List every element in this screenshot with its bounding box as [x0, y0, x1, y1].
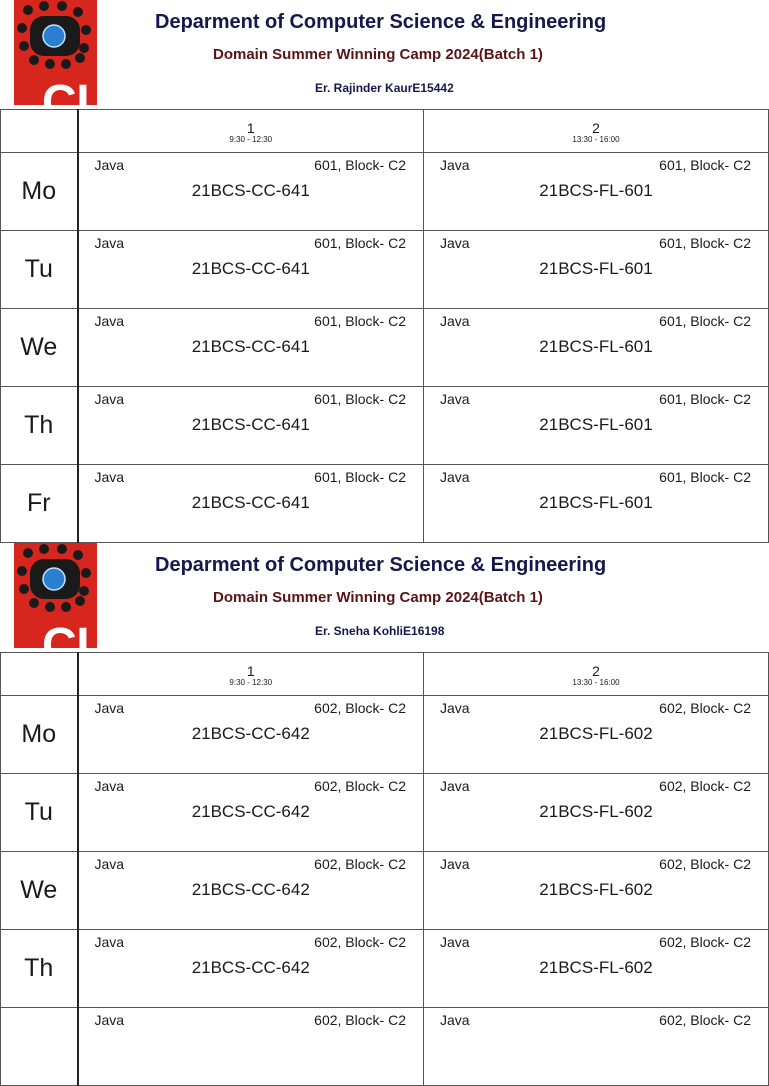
room: 601, Block- C2	[314, 313, 406, 329]
day-row	[1, 930, 769, 1008]
slot-time: 9:30 - 12:30	[229, 678, 273, 687]
teacher-name: Er. Rajinder KaurE15442	[315, 81, 454, 95]
group: 21BCS-FL-601	[539, 493, 653, 512]
lesson-cell	[424, 774, 769, 852]
group: 21BCS-CC-642	[191, 724, 310, 743]
lesson-cell	[424, 387, 769, 465]
day-label	[1, 1008, 78, 1086]
group: 21BCS-CC-642	[191, 880, 310, 899]
room: 602, Block- C2	[314, 1012, 406, 1028]
room: 601, Block- C2	[314, 157, 406, 173]
room: 602, Block- C2	[314, 856, 406, 872]
day-row	[1, 387, 769, 465]
slot-header	[78, 653, 424, 696]
corner-cell	[1, 653, 78, 696]
subject: Java	[94, 391, 125, 407]
timetable	[0, 652, 769, 1086]
lesson-cell	[78, 465, 424, 543]
slot-time: 9:30 - 12:30	[229, 135, 273, 144]
timetable-page-1	[0, 0, 768, 543]
subject: Java	[94, 700, 125, 716]
lesson-cell	[424, 930, 769, 1008]
group: 21BCS-CC-642	[191, 958, 310, 977]
group: 21BCS-FL-601	[539, 415, 653, 434]
slot-time: 13:30 - 16:00	[572, 678, 620, 687]
logo-letters: CU	[42, 619, 112, 672]
room: 601, Block- C2	[314, 391, 406, 407]
subject: Java	[440, 934, 470, 950]
slot-number: 2	[592, 120, 600, 136]
day-row	[1, 309, 769, 387]
group: 21BCS-FL-601	[539, 337, 653, 356]
subject: Java	[440, 856, 470, 872]
university-logo	[14, 0, 112, 129]
lesson-cell	[78, 930, 424, 1008]
day-row	[1, 696, 769, 774]
day-label: We	[1, 852, 78, 930]
room: 602, Block- C2	[659, 700, 751, 716]
corner-cell	[1, 110, 78, 153]
room: 601, Block- C2	[659, 235, 751, 251]
lesson-cell	[78, 774, 424, 852]
group: 21BCS-FL-602	[539, 958, 653, 977]
lesson-cell	[78, 231, 424, 309]
subject: Java	[440, 235, 470, 251]
day-label: Tu	[1, 774, 78, 852]
room: 601, Block- C2	[659, 157, 751, 173]
subject: Java	[94, 934, 125, 950]
subject: Java	[94, 778, 125, 794]
room: 602, Block- C2	[659, 1012, 751, 1028]
room: 601, Block- C2	[314, 235, 406, 251]
subject: Java	[94, 235, 125, 251]
group: 21BCS-FL-602	[539, 724, 653, 743]
slot-header	[78, 110, 424, 153]
room: 602, Block- C2	[314, 700, 406, 716]
lesson-cell	[424, 465, 769, 543]
room: 602, Block- C2	[659, 934, 751, 950]
room: 601, Block- C2	[314, 469, 406, 485]
lesson-cell	[424, 231, 769, 309]
group: 21BCS-CC-641	[191, 415, 310, 434]
subject: Java	[94, 157, 125, 173]
department-title: Deparment of Computer Science & Engineering	[155, 554, 607, 576]
subject: Java	[94, 856, 125, 872]
day-row	[1, 1008, 769, 1086]
subject: Java	[440, 778, 470, 794]
slot-header	[424, 653, 769, 696]
subject: Java	[94, 469, 125, 485]
day-label: Th	[1, 387, 78, 465]
lesson-cell	[424, 153, 769, 231]
group: 21BCS-FL-601	[539, 181, 653, 200]
day-row	[1, 153, 769, 231]
group: 21BCS-CC-641	[191, 493, 310, 512]
subject: Java	[440, 391, 470, 407]
lesson-cell	[424, 1008, 769, 1086]
day-row	[1, 231, 769, 309]
timetable-page-2	[0, 543, 768, 1086]
lesson-cell	[78, 153, 424, 231]
header-row	[1, 653, 769, 696]
group: 21BCS-CC-641	[191, 337, 310, 356]
subject: Java	[94, 313, 125, 329]
university-logo	[14, 543, 112, 672]
day-row	[1, 852, 769, 930]
slot-header	[424, 110, 769, 153]
group: 21BCS-CC-641	[191, 259, 310, 278]
day-row	[1, 774, 769, 852]
room: 601, Block- C2	[659, 391, 751, 407]
slot-number: 1	[246, 120, 255, 136]
department-title: Deparment of Computer Science & Engineering	[155, 11, 607, 33]
lesson-cell	[424, 696, 769, 774]
subject: Java	[94, 1012, 125, 1028]
room: 602, Block- C2	[659, 778, 751, 794]
room: 602, Block- C2	[314, 778, 406, 794]
group: 21BCS-CC-641	[191, 181, 310, 200]
day-label: Mo	[1, 153, 78, 231]
room: 602, Block- C2	[314, 934, 406, 950]
camp-title: Domain Summer Winning Camp 2024(Batch 1)	[213, 589, 543, 606]
subject: Java	[440, 469, 470, 485]
slot-number: 2	[592, 663, 600, 679]
day-label: We	[1, 309, 78, 387]
day-row	[1, 465, 769, 543]
lesson-cell	[78, 852, 424, 930]
lesson-cell	[78, 1008, 424, 1086]
group: 21BCS-FL-602	[539, 802, 653, 821]
subject: Java	[440, 157, 470, 173]
group: 21BCS-CC-642	[191, 802, 310, 821]
lesson-cell	[424, 852, 769, 930]
camp-title: Domain Summer Winning Camp 2024(Batch 1)	[213, 46, 543, 63]
teacher-name: Er. Sneha KohliE16198	[315, 624, 445, 638]
room: 601, Block- C2	[659, 469, 751, 485]
slot-number: 1	[246, 663, 255, 679]
timetable	[0, 109, 769, 543]
room: 602, Block- C2	[659, 856, 751, 872]
day-label: Fr	[1, 465, 78, 543]
subject: Java	[440, 700, 470, 716]
group: 21BCS-FL-601	[539, 259, 653, 278]
lesson-cell	[78, 309, 424, 387]
lesson-cell	[424, 309, 769, 387]
logo-letters: CU	[42, 76, 112, 129]
day-label: Mo	[1, 696, 78, 774]
subject: Java	[440, 1012, 470, 1028]
day-label: Tu	[1, 231, 78, 309]
subject: Java	[440, 313, 470, 329]
day-label: Th	[1, 930, 78, 1008]
header-row	[1, 110, 769, 153]
group: 21BCS-FL-602	[539, 880, 653, 899]
lesson-cell	[78, 696, 424, 774]
room: 601, Block- C2	[659, 313, 751, 329]
lesson-cell	[78, 387, 424, 465]
slot-time: 13:30 - 16:00	[572, 135, 620, 144]
